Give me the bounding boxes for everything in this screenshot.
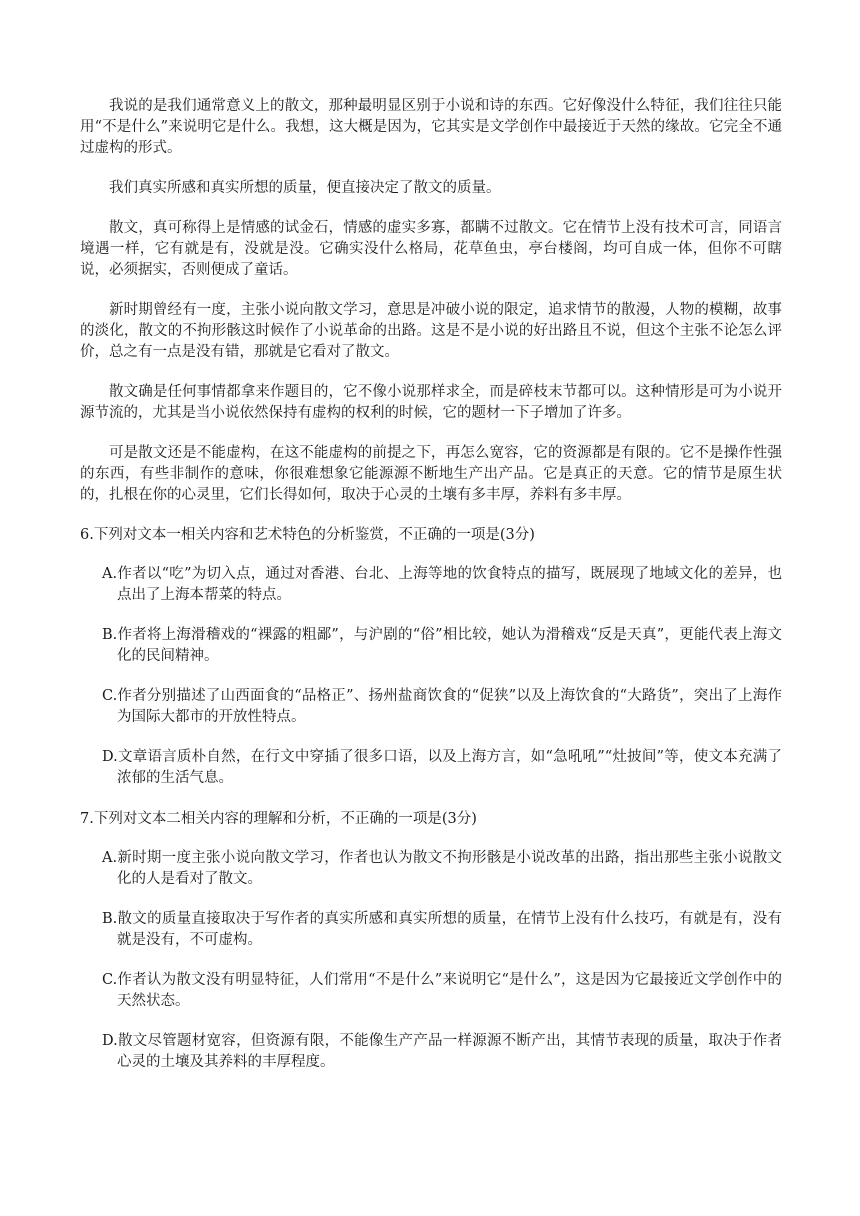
passage-paragraph: 我说的是我们通常意义上的散文，那种最明显区别于小说和诗的东西。它好像没什么特征，我们往往只能用“不是什么”来说明它是什么。我想，这大概是因为，它其实是文学创作中最接近于天然的缘故。它完全不通过虚构的形式。	[80, 98, 782, 156]
option-b: B.散文的质量直接取决于写作者的真实所感和真实所想的质量，在情节上没有什么技巧，有就是有，没有就是没有，不可虚构。	[102, 911, 782, 948]
passage-paragraph: 可是散文还是不能虚构，在这不能虚构的前提之下，再怎么宽容，它的资源都是有限的。它不是操作性强的东西，有些非制作的意味，你很难想象它能源源不断地生产出产品。它是真正的天意。它的情节是原生状的，扎根在你的心灵里，它们长得如何，取决于心灵的土壤有多丰厚，养料有多丰厚。	[80, 445, 782, 503]
passage-paragraph: 散文，真可称得上是情感的试金石，情感的虚实多寡，都瞒不过散文。它在情节上没有技术可言，同语言境遇一样，它有就是有，没就是没。它确实没什么格局，花草鱼虫，亭台楼阁，均可自成一体，但你不可瞎说，必须据实，否则便成了童话。	[80, 220, 782, 278]
option-d: D.散文尽管题材宽容，但资源有限，不能像生产产品一样源源不断产出，其情节表现的质量，取决于作者心灵的土壤及其养料的丰厚程度。	[102, 1033, 782, 1070]
option-d: D.文章语言质朴自然，在行文中穿插了很多口语，以及上海方言，如“急吼吼”“灶披间”等，使文本充满了浓郁的生活气息。	[102, 749, 782, 786]
question-options	[80, 848, 782, 1073]
question-stem: 6.下列对文本一相关内容和艺术特色的分析鉴赏，不正确的一项是(3分)	[80, 527, 535, 543]
option-a: A.新时期一度主张小说向散文学习，作者也认为散文不拘形骸是小说改革的出路，指出那些主张小说散文化的人是看对了散文。	[102, 850, 782, 887]
question-stem: 7.下列对文本二相关内容的理解和分析，不正确的一项是(3分)	[80, 811, 477, 827]
option-c: C.作者认为散文没有明显特征，人们常用“不是什么”来说明它“是什么”，这是因为它最接近文学创作中的天然状态。	[102, 972, 782, 1009]
passage-text-two	[80, 96, 782, 506]
exam-page	[80, 96, 782, 1093]
passage-paragraph: 散文确是任何事情都拿来作题目的，它不像小说那样求全，而是碎枝末节都可以。这种情形是可为小说开源节流的，尤其是当小说依然保持有虚构的权利的时候，它的题材一下子增加了许多。	[80, 384, 782, 421]
option-a: A.作者以“吃”为切入点，通过对香港、台北、上海等地的饮食特点的描写，既展现了地域文化的差异，也点出了上海本帮菜的特点。	[102, 566, 782, 603]
passage-paragraph: 新时期曾经有一度，主张小说向散文学习，意思是冲破小说的限定，追求情节的散漫，人物的模糊，故事的淡化，散文的不拘形骸这时候作了小说革命的出路。这是不是小说的好出路且不说，但这个主张不论怎么评价，总之有一点是没有错，那就是它看对了散文。	[80, 302, 782, 360]
question-options	[80, 564, 782, 789]
passage-paragraph: 我们真实所感和真实所想的质量，便直接决定了散文的质量。	[109, 180, 501, 196]
option-c: C.作者分别描述了山西面食的“品格正”、扬州盐商饮食的“促狭”以及上海饮食的“大路货”，突出了上海作为国际大都市的开放性特点。	[102, 688, 782, 725]
option-b: B.作者将上海滑稽戏的“裸露的粗鄙”，与沪剧的“俗”相比较，她认为滑稽戏“反是天真”，更能代表上海文化的民间精神。	[102, 627, 782, 664]
question-7	[80, 809, 782, 1073]
question-6	[80, 525, 782, 789]
